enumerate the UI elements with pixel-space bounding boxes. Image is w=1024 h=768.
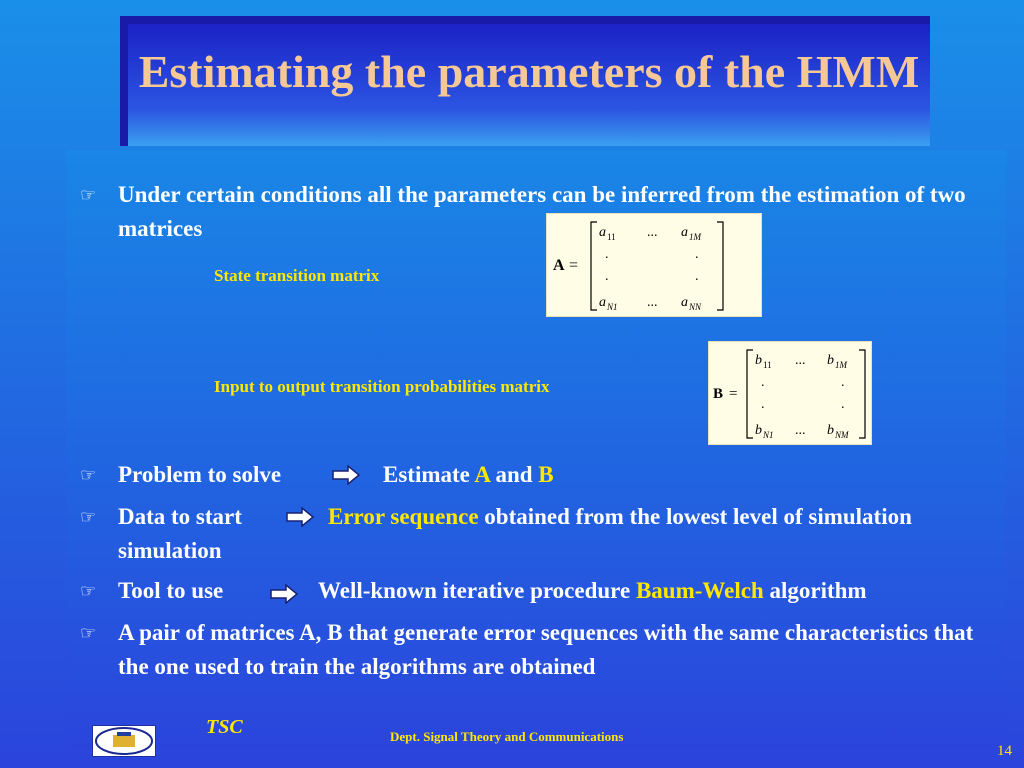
matrix-a-r1-c1-sub: 11 bbox=[607, 232, 616, 242]
matrix-a-r1-c1: a bbox=[599, 225, 606, 240]
pointing-hand-icon: ☞ bbox=[80, 507, 97, 527]
matrix-b-name: B bbox=[713, 386, 724, 402]
svg-text:.: . bbox=[841, 397, 845, 412]
pointing-hand-icon: ☞ bbox=[80, 185, 97, 205]
matrix-b-rN-cN: b bbox=[827, 423, 834, 438]
matrix-b-rN-dots: ... bbox=[795, 423, 806, 438]
pointing-hand-icon: ☞ bbox=[80, 465, 97, 485]
svg-text:.: . bbox=[761, 375, 765, 390]
title-box bbox=[120, 16, 930, 146]
bullet-rest: Well-known iterative procedure Baum-Welch algorithm bbox=[318, 578, 867, 603]
svg-text:.: . bbox=[605, 269, 609, 284]
department-logo: TSC bbox=[206, 716, 243, 738]
matrix-a bbox=[546, 213, 762, 317]
highlight-error-sequence: Error sequence bbox=[328, 504, 479, 529]
matrix-a-rN-cN-sub: NN bbox=[689, 302, 702, 312]
matrix-b-r1-cM: b bbox=[827, 353, 834, 368]
bullet-continuation: simulation bbox=[118, 538, 222, 563]
highlight-b: B bbox=[538, 462, 554, 487]
matrix-b-rN-c1-sub: N1 bbox=[763, 430, 774, 440]
right-arrow-icon bbox=[286, 507, 314, 527]
matrix-b-rN-cN-sub: NM bbox=[835, 430, 849, 440]
pointing-hand-icon: ☞ bbox=[80, 623, 97, 643]
matrix-a-r1-cM: a bbox=[681, 225, 688, 240]
matrix-b-rN-c1: b bbox=[755, 423, 762, 438]
pointing-hand-icon: ☞ bbox=[80, 581, 97, 601]
slide-title: Estimating the parameters of the HMM bbox=[138, 46, 920, 97]
bullet-lead: Data to start bbox=[118, 504, 242, 529]
matrix-b-r1-c1: b bbox=[755, 353, 762, 368]
matrix-a-eq: = bbox=[569, 257, 579, 274]
svg-text:.: . bbox=[695, 269, 699, 284]
matrix-b-eq: = bbox=[729, 386, 738, 402]
highlight-baum-welch: Baum-Welch bbox=[635, 578, 764, 603]
bullet-lead: Tool to use bbox=[118, 578, 224, 603]
matrix-a-rN-c1: a bbox=[599, 295, 606, 310]
matrix-a-rN-c1-sub: N1 bbox=[607, 302, 618, 312]
matrix-b-r1-c1-sub: 11 bbox=[763, 360, 772, 370]
bullet-lead: Problem to solve bbox=[118, 462, 282, 487]
state-transition-label: State transition matrix bbox=[214, 266, 380, 285]
bullet-text: A pair of matrices A, B that generate error sequences with the same characteristics that the one used to train the algorithms are obtained bbox=[118, 620, 974, 679]
university-logo bbox=[92, 725, 156, 757]
page-number: 14 bbox=[997, 743, 1012, 759]
highlight-a: A bbox=[474, 462, 490, 487]
svg-text:.: . bbox=[841, 375, 845, 390]
matrix-b-r1-dots: ... bbox=[795, 353, 806, 368]
footer-text: Dept. Signal Theory and Communications bbox=[390, 729, 624, 744]
matrix-a-rN-dots: ... bbox=[647, 295, 658, 310]
right-arrow-icon bbox=[270, 584, 298, 604]
svg-text:.: . bbox=[605, 247, 609, 262]
bullet-text: Under certain conditions all the parameters can be inferred from the estimation of two matrices bbox=[118, 182, 966, 241]
svg-text:.: . bbox=[761, 397, 765, 412]
matrix-a-r1-cM-sub: 1M bbox=[689, 232, 701, 242]
right-arrow-icon bbox=[332, 465, 360, 485]
matrix-b bbox=[708, 341, 872, 445]
matrix-a-rN-cN: a bbox=[681, 295, 688, 310]
bullet-rest: Estimate A and B bbox=[383, 462, 554, 487]
matrix-b-r1-cM-sub: 1M bbox=[835, 360, 847, 370]
svg-text:.: . bbox=[695, 247, 699, 262]
matrix-a-name: A bbox=[553, 257, 565, 274]
io-transition-label: Input to output transition probabilities matrix bbox=[214, 377, 550, 396]
matrix-a-r1-dots: ... bbox=[647, 225, 658, 240]
bullet-rest: Error sequence obtained from the lowest level of simulation bbox=[328, 504, 912, 529]
